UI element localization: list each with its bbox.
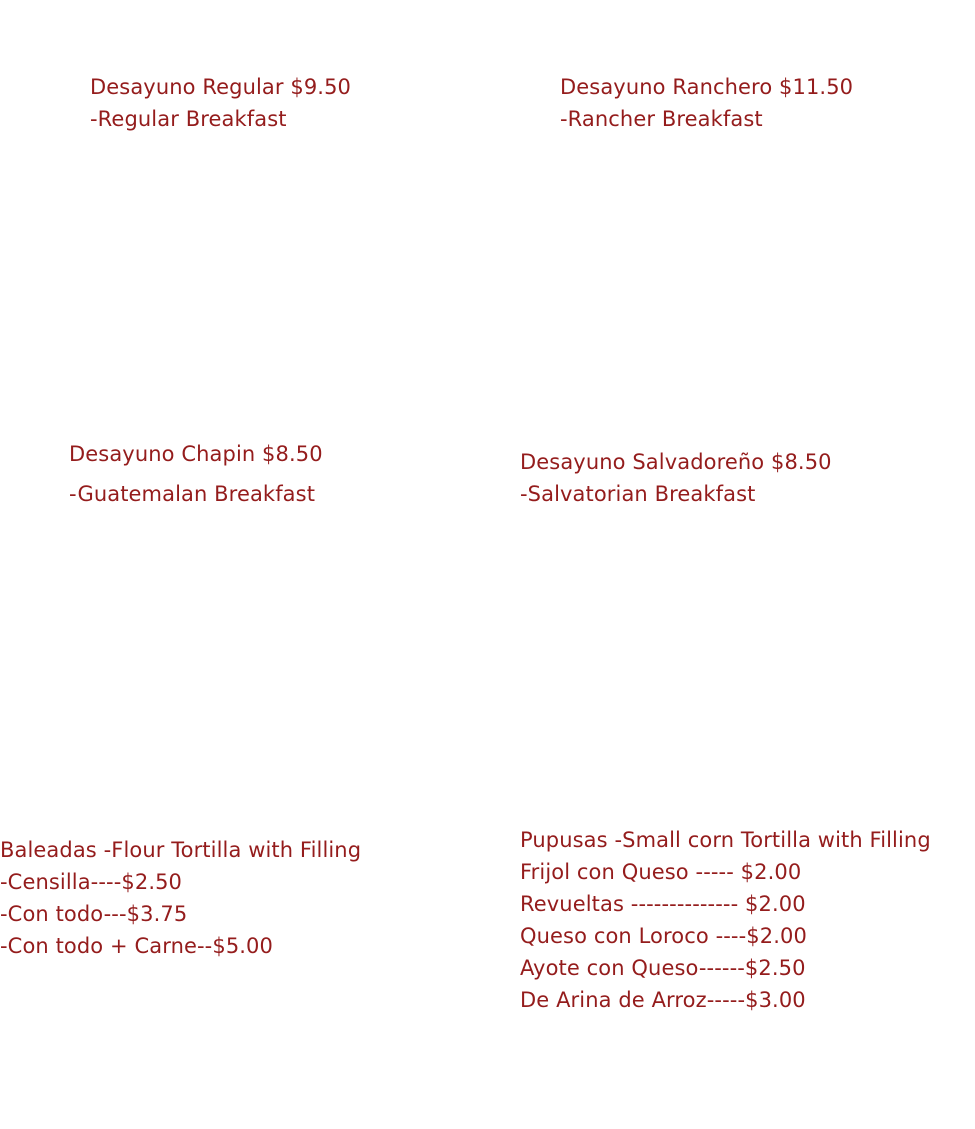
price-line: -Con todo---$3.75 bbox=[0, 902, 188, 926]
menu-item-title: Desayuno Salvadoreño $8.50 bbox=[520, 450, 832, 474]
menu-item-subtitle: -Salvatorian Breakfast bbox=[520, 482, 756, 506]
price-line: -Con todo + Carne--$5.00 bbox=[0, 934, 273, 958]
menu-item-subtitle: -Rancher Breakfast bbox=[560, 107, 763, 131]
menu-item-desayuno-ranchero bbox=[560, 71, 853, 135]
menu-item-desayuno-salvadoreno bbox=[520, 446, 832, 510]
section-title: Baleadas -Flour Tortilla with Filling bbox=[0, 838, 362, 862]
price-line: Ayote con Queso------$2.50 bbox=[520, 956, 806, 980]
menu-item-title: Desayuno Regular $9.50 bbox=[90, 75, 352, 99]
price-line: Queso con Loroco ----$2.00 bbox=[520, 924, 807, 948]
menu-item-subtitle: -Guatemalan Breakfast bbox=[69, 482, 316, 506]
menu-item-desayuno-chapin bbox=[69, 438, 323, 510]
price-line: Frijol con Queso ----- $2.00 bbox=[520, 860, 802, 884]
section-title: Pupusas -Small corn Tortilla with Filling bbox=[520, 828, 931, 852]
price-line: De Arina de Arroz-----$3.00 bbox=[520, 988, 806, 1012]
price-line: -Censilla----$2.50 bbox=[0, 870, 183, 894]
menu-item-title: Desayuno Chapin $8.50 bbox=[69, 442, 323, 466]
menu-item-subtitle: -Regular Breakfast bbox=[90, 107, 287, 131]
menu-section-pupusas bbox=[520, 824, 931, 1016]
menu-item-title: Desayuno Ranchero $11.50 bbox=[560, 75, 854, 99]
menu-item-desayuno-regular bbox=[90, 71, 351, 135]
menu-section-baleadas bbox=[0, 834, 361, 962]
price-line: Revueltas -------------- $2.00 bbox=[520, 892, 806, 916]
